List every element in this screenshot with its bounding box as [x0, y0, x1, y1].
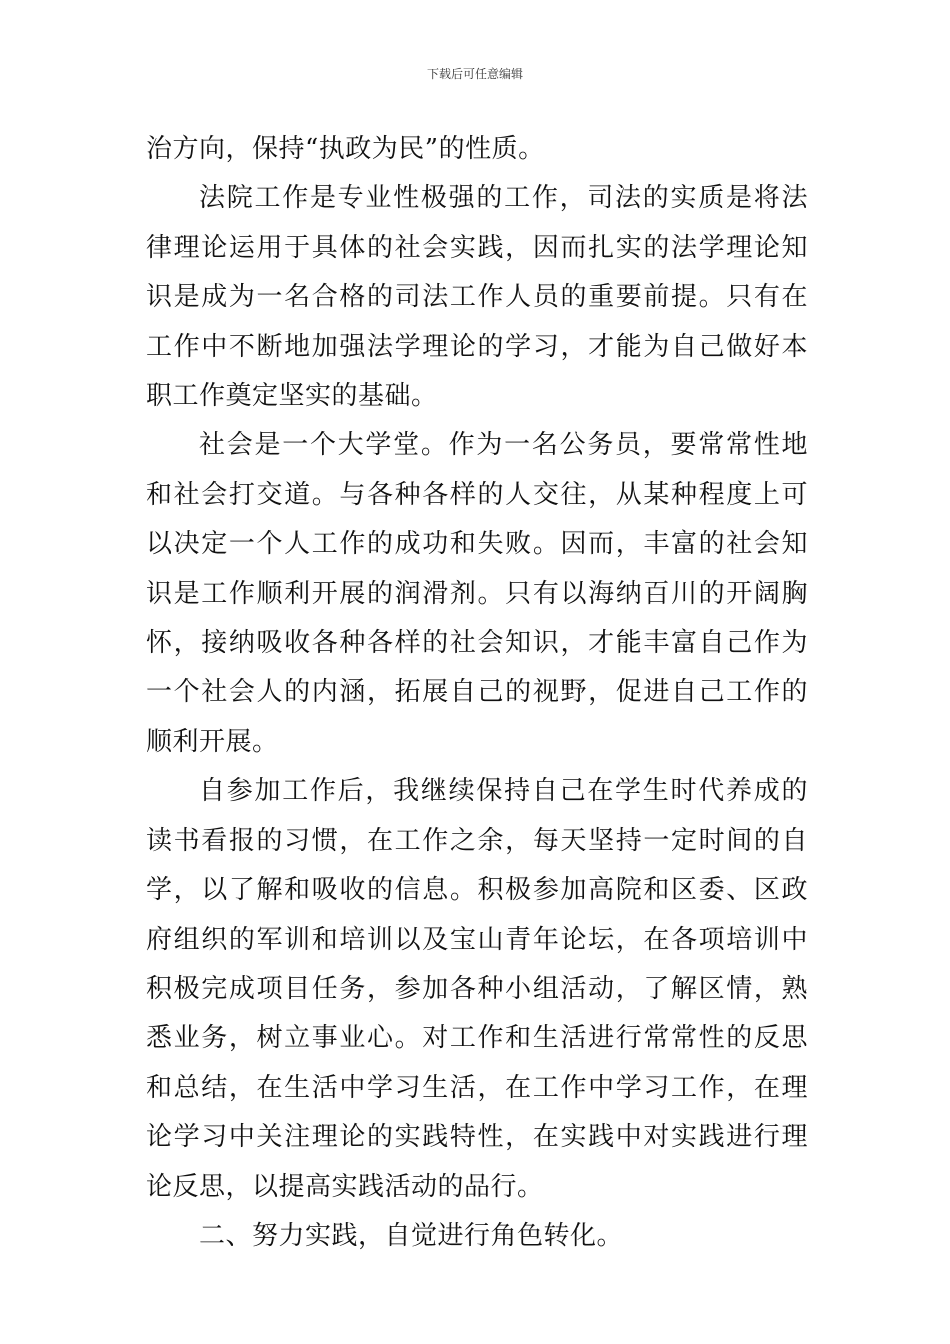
paragraph-self-study: 自参加工作后，我继续保持自己在学生时代养成的读书看报的习惯，在工作之余，每天坚持一定时间的自学，以了解和吸收的信息。积极参加高院和区委、区政府组织的军训和培训以及宝山青年论坛，在各项培训中积极完成项目任务，参加各种小组活动，了解区情，熟悉业务，树立事业心。对工作和生活进行常常性的反思和总结，在生活中学习生活，在工作中学习工作，在理论学习中关注理论的实践特性，在实践中对实践进行理论反思，以提高实践活动的品行。 — [146, 776, 808, 1202]
paragraph-continuation: 治方向，保持“执政为民”的性质。 — [146, 134, 545, 164]
section-heading-practice: 二、努力实践，自觉进行角色转化。 — [199, 1220, 624, 1251]
paragraph-legal-theory: 法院工作是专业性极强的工作，司法的实质是将法律理论运用于具体的社会实践，因而扎实的法学理论知识是成为一名合格的司法工作人员的重要前提。只有在工作中不断地加强法学理论的学习，才能为自己做好本职工作奠定坚实的基础。 — [146, 183, 808, 412]
page-header: 下载后可任意编辑 — [426, 67, 523, 81]
paragraph-social-knowledge: 社会是一个大学堂。作为一名公务员，要常常性地和社会打交道。与各种各样的人交往，从某种程度上可以决定一个人工作的成功和失败。因而，丰富的社会知识是工作顺利开展的润滑剂。只有以海纳百川的开阔胸怀，接纳吸收各种各样的社会知识，才能丰富自己作为一个社会人的内涵，拓展自己的视野，促进自己工作的顺利开展。 — [146, 430, 808, 757]
document-body — [146, 125, 808, 1261]
